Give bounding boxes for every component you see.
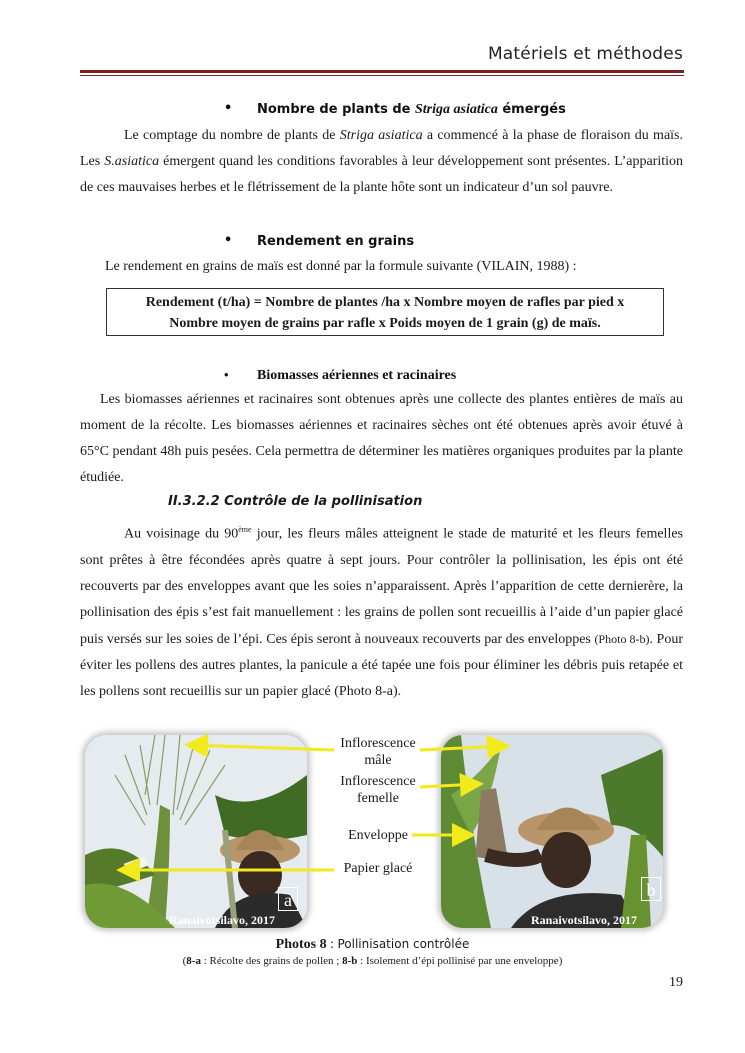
- bullet-icon: •: [224, 101, 233, 116]
- label-inflorescence-femelle: Inflorescence femelle: [340, 774, 416, 806]
- header-rule-thick: [80, 70, 684, 73]
- figure-caption: Photos 8 : Pollinisation contrôlée: [275, 937, 470, 952]
- photo-credit-b: Ranaivotsilavo, 2017: [531, 913, 638, 927]
- photo-tag-a: a: [278, 887, 298, 911]
- photo-8b-illustration: [441, 735, 663, 928]
- section-heading-striga: • Nombre de plants de Striga asiatica émergés: [224, 101, 566, 117]
- page-number: 19: [669, 975, 683, 990]
- bullet-icon: •: [224, 367, 229, 382]
- section-heading-rendement: • Rendement en grains: [224, 233, 415, 249]
- photo-8b: [441, 735, 663, 928]
- paragraph-biomasses: Les biomasses aériennes et racinaires sont obtenues après une collecte des plantes entières de maïs au moment de la récolte. Les biomasses aériennes et racinaires sèches ont été obtenues après avoir étuvé à 65°C pendant 48h puis pesées. Cela permettra de déterminer les matières organiques produites par la plante étudiée.: [80, 392, 683, 485]
- photo-8a-illustration: [85, 735, 307, 928]
- subsection-heading-pollinisation: II.3.2.2 Contrôle de la pollinisation: [168, 494, 423, 509]
- label-inflorescence-male: Inflorescence mâle: [340, 736, 416, 768]
- header-rule-thin: [80, 75, 684, 76]
- label-enveloppe: Enveloppe: [348, 828, 408, 843]
- paragraph-pollinisation: Au voisinage du 90ème jour, les fleurs mâles atteignent le stade de maturité et les fleurs femelles sont prêtes à être fécondées après quatre à sept jours. Pour contrôler la pollinisation, les épis ont été recouverts par des enveloppes avant que les soies n’apparaissent. Après l’apparition de cette dernierère, la pollinisation des épis s’est fait manuellement : les grains de pollen sont recueillis à l’aide d’un papier glacé puis versés sur les soies de l’épi. Ces épis seront à nouveaux recouverts par des enveloppes (Photo 8-b). Pour éviter les pollens des autres plantes, la panicule a été tapée une fois pour éliminer les débris puis retapée et les pollens sont recueillis sur un papier glacé (Photo 8-a).: [80, 525, 684, 699]
- bullet-icon: •: [224, 233, 233, 248]
- label-papier-glace: Papier glacé: [343, 861, 413, 876]
- photo-credit-a: Ranaivotsilavo, 2017: [169, 913, 276, 927]
- running-header: Matériels et méthodes: [487, 44, 683, 64]
- section-heading-biomasses: • Biomasses aériennes et racinaires: [224, 367, 457, 383]
- photo-tag-b: b: [641, 877, 661, 901]
- formula-line-1: Rendement (t/ha) = Nombre de plantes /ha x Nombre moyen de rafles par pied x: [145, 295, 625, 310]
- paragraph-striga: Le comptage du nombre de plants de Striga asiatica a commencé à la phase de floraison du maïs. Les S.asiatica émergent quand les conditions favorables à leur développement sont présentes. L’apparition de ces mauvaises herbes et le flétrissement de la plante hôte sont un indicateur d’un sol pauvre.: [80, 128, 683, 195]
- formula-intro: Le rendement en grains de maïs est donné par la formule suivante (VILAIN, 1988) :: [105, 259, 577, 274]
- formula-line-2: Nombre moyen de grains par rafle x Poids moyen de 1 grain (g) de maïs.: [169, 316, 601, 331]
- formula-box: [106, 288, 664, 336]
- photo-8a: [85, 735, 307, 928]
- figure-subcaption: (8-a : Récolte des grains de pollen ; 8-b : Isolement d’épi pollinisé par une enveloppe): [182, 955, 563, 967]
